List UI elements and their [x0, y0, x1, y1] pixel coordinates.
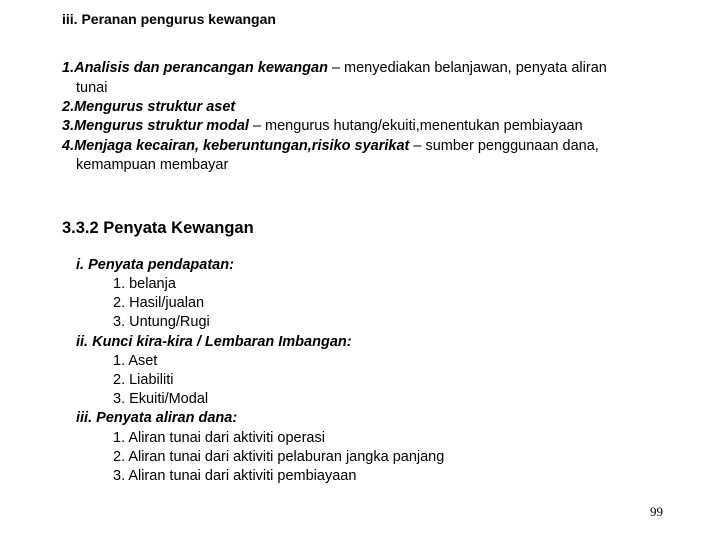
role-title: Menjaga kecairan, keberuntungan,risiko syarikat — [74, 138, 410, 154]
list-item: 2. Hasil/jualan — [113, 295, 205, 311]
section-title-financial-statements: 3.3.2 Penyata Kewangan — [62, 219, 254, 237]
role-item-2 — [62, 99, 235, 115]
section-heading-manager-role: iii. Peranan pengurus kewangan — [62, 11, 276, 27]
role-item-4-continuation: kemampuan membayar — [76, 157, 229, 173]
role-number: 2. — [62, 99, 75, 115]
list-item: 3. Untung/Rugi — [113, 314, 210, 330]
list-item: 3. Aliran tunai dari aktiviti pembiayaan — [113, 468, 357, 484]
list-item: 2. Aliran tunai dari aktiviti pelaburan jangka panjang — [113, 449, 445, 465]
role-number: 1. — [62, 60, 75, 76]
list-item: 1. belanja — [113, 276, 176, 292]
page-number: 99 — [650, 504, 663, 519]
role-item-1-continuation: tunai — [76, 80, 108, 96]
role-number: 4. — [62, 138, 75, 154]
list-item: 1. Aset — [113, 353, 158, 369]
role-title: Mengurus struktur aset — [74, 99, 236, 115]
list-item: 1. Aliran tunai dari aktiviti operasi — [113, 430, 325, 446]
role-title: Analisis dan perancangan kewangan — [74, 60, 328, 76]
role-description: – menyediakan belanjawan, penyata aliran — [327, 60, 607, 76]
role-description: – mengurus hutang/ekuiti,menentukan pembiayaan — [248, 118, 583, 134]
role-item-3 — [62, 118, 583, 134]
list-item: 2. Liabiliti — [113, 372, 174, 388]
role-title: Mengurus struktur modal — [74, 118, 249, 134]
statement-title-income: i. Penyata pendapatan: — [76, 257, 234, 273]
role-description: – sumber penggunaan dana, — [409, 138, 599, 154]
role-item-1 — [62, 60, 607, 76]
role-number: 3. — [62, 118, 75, 134]
role-item-4 — [62, 138, 599, 154]
statement-title-balance-sheet: ii. Kunci kira-kira / Lembaran Imbangan: — [76, 334, 352, 350]
list-item: 3. Ekuiti/Modal — [113, 391, 209, 407]
statement-title-cash-flow: iii. Penyata aliran dana: — [76, 410, 238, 426]
